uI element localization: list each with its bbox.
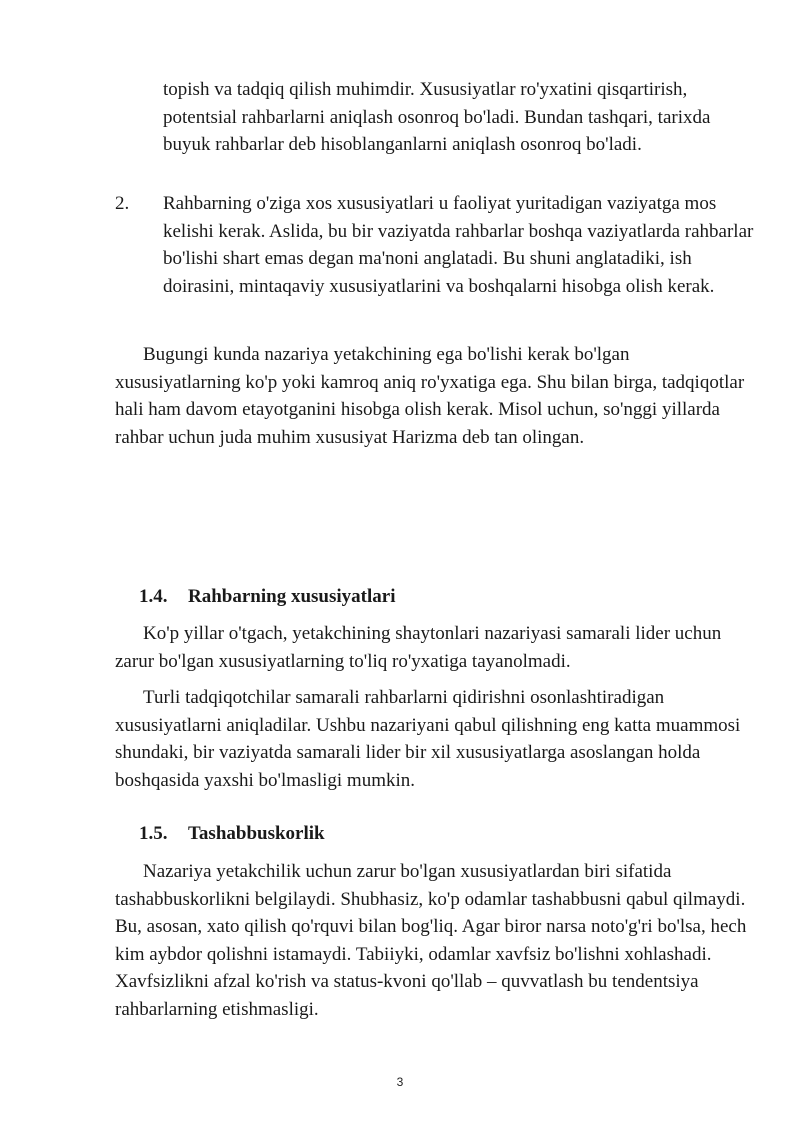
body-paragraph: Turli tadqiqotchilar samarali rahbarlarni qidirishni osonlashtiradigan xususiyatlarni aniqladilar. Ushbu nazariyani qabul qilishning eng katta muammosi shundaki, bir vaziyatda samarali lider bir xil xususiyatlarga asoslangan holda boshqasida yaxshi bo'lmasligi mumkin. [115,687,741,791]
section-title: Rahbarning xususiyatlari [188,586,396,607]
section-heading-1-4 [139,583,395,611]
page-number: 3 [396,1075,404,1089]
section-number: 1.4. [139,586,168,607]
section-heading-1-5 [139,820,325,848]
section-number: 1.5. [139,823,168,844]
list-item-number: 2. [115,193,130,214]
body-paragraph: Ko'p yillar o'tgach, yetakchining shaytonlari nazariyasi samarali lider uchun zarur bo'lgan xususiyatlarning to'liq ro'yxatiga tayanolmadi. [115,623,722,672]
body-paragraph: Bugungi kunda nazariya yetakchining ega bo'lishi kerak bo'lgan xususiyatlarning ko'p yoki kamroq aniq ro'yxatiga ega. Shu bilan birga, tadqiqotlar hali ham davom etayotganini hisobga olish kerak. Misol uchun, so'nggi yillarda rahbar uchun juda muhim xususiyat Harizma deb tan olingan. [115,344,745,448]
section-title: Tashabbuskorlik [188,823,325,844]
list-item-text: Rahbarning o'ziga xos xususiyatlari u faoliyat yuritadigan vaziyatga mos kelishi kerak. Aslida, bu bir vaziyatda rahbarlar boshqa vaziyatlarda rahbarlar bo'lishi shart emas degan ma'noni anglatadi. Bu shuni anglatadiki, ish doirasini, mintaqaviy xususiyatlarini va boshqalarni hisobga olish kerak. [163,193,754,297]
continuation-paragraph: topish va tadqiq qilish muhimdir. Xususiyatlar ro'yxatini qisqartirish, potentsial rahbarlarni aniqlash osonroq bo'ladi. Bundan tashqari, tarixda buyuk rahbarlar deb hisoblanganlarni aniqlash osonroq bo'ladi. [163,79,711,155]
body-paragraph: Nazariya yetakchilik uchun zarur bo'lgan xususiyatlardan biri sifatida tashabbuskorlikni belgilaydi. Shubhasiz, ko'p odamlar tashabbusni qabul qilmaydi. Bu, asosan, xato qilish qo'rquvi bilan bog'liq. Agar biror narsa noto'g'ri bo'lsa, hech kim aybdor qolishni istamaydi. Tabiiyki, odamlar xavfsiz bo'lishni xohlashadi. Xavfsizlikni afzal ko'rish va status-kvoni qo'llab – quvvatlash bu tendentsiya rahbarlarning etishmasligi. [115,861,747,1020]
